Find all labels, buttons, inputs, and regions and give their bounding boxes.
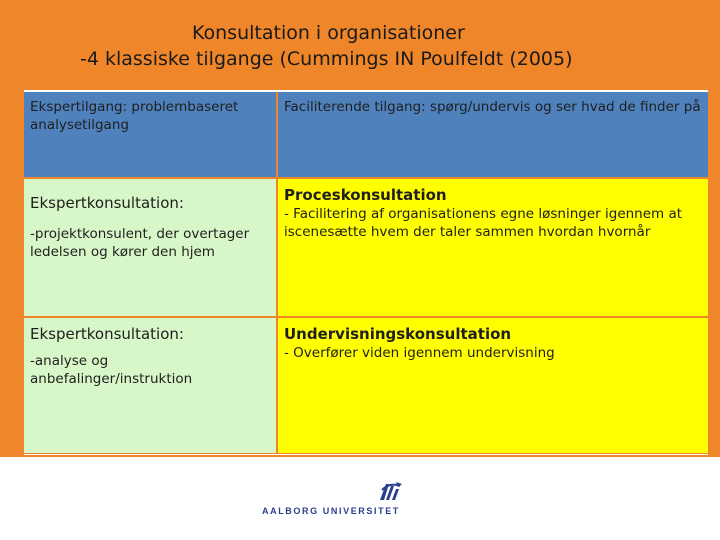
table-cell-process-consultation (278, 179, 708, 316)
cell-heading: Undervisningskonsultation (284, 325, 512, 343)
title-line-2: -4 klassiske tilgange (Cummings IN Poulfeldt (2005) (80, 48, 573, 70)
approaches-table (24, 90, 708, 455)
table-cell-expert-consultation-analysis (24, 318, 276, 453)
cell-body: - Overfører viden igennem undervisning (284, 345, 555, 361)
slide-title (0, 20, 720, 72)
cell-body: -projektkonsulent, der overtager ledelsen og kører den hjem (30, 226, 250, 260)
table-cell-expert-approach (24, 92, 276, 177)
table-cell-expert-consultation-project (24, 179, 276, 316)
aalborg-university-logo (262, 484, 432, 520)
table-cell-teaching-consultation (278, 318, 708, 453)
table-cell-facilitating-approach (278, 92, 708, 177)
cell-text: Ekspertilgang: problembaseret analysetilgang (30, 99, 239, 133)
logo-text: AALBORG UNIVERSITET (262, 506, 400, 516)
cell-text: Faciliterende tilgang: spørg/undervis og ser hvad de finder på (284, 99, 701, 115)
cell-heading: Ekspertkonsultation: (30, 325, 184, 343)
title-line-1: Konsultation i organisationer (192, 22, 465, 44)
cell-body: -analyse og anbefalinger/instruktion (30, 353, 193, 387)
cell-body: - Facilitering af organisationens egne løsninger igennem at iscenesætte hvem der taler sammen hvordan hvornår (284, 206, 683, 240)
cell-heading: Proceskonsultation (284, 186, 447, 204)
cell-heading: Ekspertkonsultation: (30, 194, 184, 212)
university-emblem-icon (378, 480, 404, 502)
